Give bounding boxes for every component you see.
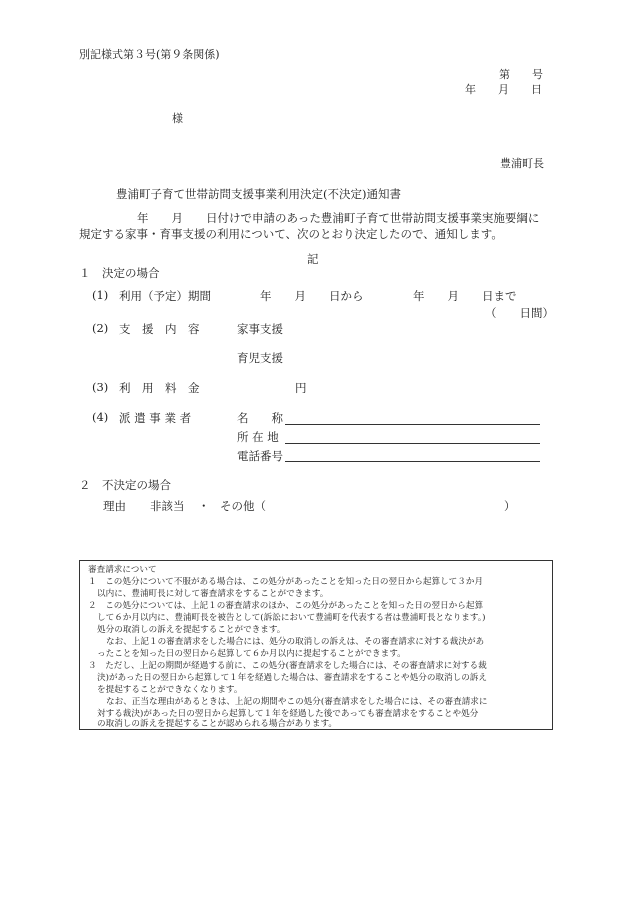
fee-num: (3) bbox=[92, 380, 109, 394]
period-num: (1) bbox=[92, 288, 109, 302]
fee-unit: 円 bbox=[295, 381, 307, 395]
content-item-housework: 家事支援 bbox=[237, 322, 283, 336]
period-from: 年 月 日から bbox=[260, 289, 364, 303]
content-item-childcare: 育児支援 bbox=[237, 351, 283, 365]
notice-line: して６か月以内に、豊浦町長を被告として(訴訟において豊浦町を代表する者は豊浦町長となります。) bbox=[97, 613, 486, 623]
appeal-notice-box bbox=[79, 560, 553, 730]
reason-not-applicable: 非該当 bbox=[150, 499, 185, 513]
notice-line: ３ ただし、上記の期間が経過する前に、この処分(審査請求をした場合には、その審査請求に対する裁 bbox=[88, 661, 487, 671]
period-days: （ 日間） bbox=[485, 306, 554, 320]
dispatcher-address-label: 所 在 地 bbox=[237, 430, 279, 444]
notice-line: ったことを知った日の翌日から起算して６か月以内に提起することができます。 bbox=[97, 649, 406, 659]
notice-line: ２ この処分については、上記１の審査請求のほか、この処分があったことを知った日の翌日から起算 bbox=[88, 601, 484, 611]
dispatcher-phone-underline bbox=[285, 461, 540, 462]
notice-line: の取消しの訴えを提起することが認められる場合があります。 bbox=[97, 719, 337, 729]
notice-line: なお、上記１の審査請求をした場合には、処分の取消しの訴えは、その審査請求に対する裁決があ bbox=[106, 637, 485, 647]
notice-line: 対する裁決)があった日の翌日から起算して１年を経過した後であっても審査請求をすることや処分 bbox=[97, 709, 479, 719]
reason-other: その他（ bbox=[220, 499, 266, 513]
reason-separator: ・ bbox=[198, 499, 210, 513]
ki-label: 記 bbox=[307, 252, 319, 266]
content-num: (2) bbox=[92, 321, 109, 335]
period-label: 利用（予定）期間 bbox=[119, 289, 211, 303]
notice-line: を提起することができなくなります。 bbox=[97, 685, 243, 695]
reason-close-paren: ） bbox=[504, 499, 516, 513]
notice-heading: 審査請求について bbox=[88, 565, 157, 575]
notice-line: なお、正当な理由があるときは、上記の期間やこの処分(審査請求をした場合には、その審査請求に bbox=[106, 697, 488, 707]
dispatcher-num: (4) bbox=[92, 410, 109, 424]
notice-line: １ この処分について不服がある場合は、この処分があったことを知った日の翌日から起算して３か月 bbox=[88, 577, 484, 587]
intro-line-2: 規定する家事・育事支援の利用について、次のとおり決定したので、通知します。 bbox=[79, 227, 503, 241]
section2-heading: ２ 不決定の場合 bbox=[79, 478, 171, 492]
dispatcher-name-underline bbox=[285, 424, 540, 425]
dispatcher-name-label: 名 称 bbox=[237, 411, 283, 425]
form-id: 別記様式第３号(第９条関係) bbox=[79, 48, 220, 61]
fee-label: 利 用 料 金 bbox=[119, 381, 200, 395]
dispatcher-phone-label: 電話番号 bbox=[237, 449, 283, 463]
addressee-suffix: 様 bbox=[172, 112, 183, 125]
notice-line: 決)があった日の翌日から起算して１年を経過した場合は、審査請求をすることや処分の取消しの訴え bbox=[97, 673, 487, 683]
reason-label: 理由 bbox=[103, 499, 126, 513]
dispatcher-address-underline bbox=[285, 443, 540, 444]
intro-line-1: 年 月 日付けで申請のあった豊浦町子育て世帯訪問支援事業実施要綱に bbox=[137, 211, 540, 225]
issue-date: 年 月 日 bbox=[465, 83, 542, 96]
content-label: 支 援 内 容 bbox=[119, 322, 200, 336]
notice-line: 処分の取消しの訴えを提起することができます。 bbox=[97, 625, 286, 635]
notice-line: 以内に、豊浦町長に対して審査請求をすることができます。 bbox=[97, 589, 329, 599]
issuer: 豊浦町長 bbox=[500, 157, 544, 170]
document-number: 第 号 bbox=[499, 68, 543, 81]
period-to: 年 月 日まで bbox=[413, 289, 517, 303]
document-title: 豊浦町子育て世帯訪問支援事業利用決定(不決定)通知書 bbox=[116, 187, 401, 201]
dispatcher-label: 派 遣 事 業 者 bbox=[119, 411, 192, 425]
section1-heading: １ 決定の場合 bbox=[79, 266, 160, 280]
